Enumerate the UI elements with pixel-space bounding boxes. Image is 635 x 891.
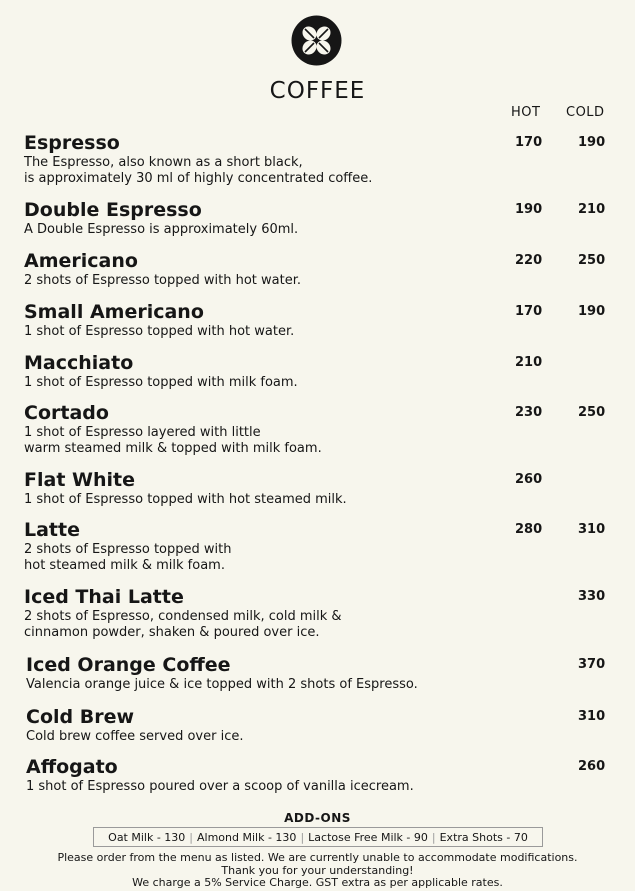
menu-item (26, 755, 616, 795)
item-name: Flat White (24, 469, 135, 491)
menu-item (26, 653, 616, 693)
hot-price: 230 (515, 405, 543, 420)
item-description: 2 shots of Espresso topped with (24, 542, 232, 557)
item-name: Cortado (24, 402, 109, 424)
footer-notes (0, 852, 635, 890)
item-description: The Espresso, also known as a short black, (24, 155, 303, 170)
menu-item (26, 705, 616, 745)
menu-item (24, 351, 614, 391)
cold-column-header: COLD (566, 105, 605, 120)
footer-line: Please order from the menu as listed. We are currently unable to accommodate modifications. (57, 851, 578, 864)
item-name: Espresso (24, 132, 120, 154)
footer-line: We charge a 5% Service Charge. GST extra as per applicable rates. (132, 876, 503, 889)
menu-item (24, 468, 614, 508)
item-name: Cold Brew (26, 706, 135, 728)
item-description: 1 shot of Espresso poured over a scoop of vanilla icecream. (26, 779, 414, 794)
item-description: warm steamed milk & topped with milk foam. (24, 441, 322, 456)
page-title: COFFEE (269, 78, 366, 104)
footer-line: Thank you for your understanding! (221, 863, 414, 877)
cold-price: 330 (578, 589, 606, 604)
item-name: Macchiato (24, 352, 134, 374)
clover-logo-icon (290, 14, 343, 67)
cold-price: 310 (578, 709, 606, 724)
hot-price: 170 (515, 135, 543, 150)
item-name: Small Americano (24, 301, 204, 323)
addon-item: Oat Milk - 130 (108, 830, 186, 844)
cold-price: 260 (578, 759, 606, 774)
hot-price: 210 (515, 355, 543, 370)
item-name: Iced Thai Latte (24, 586, 184, 608)
item-name: Americano (24, 250, 138, 272)
item-description: Cold brew coffee served over ice. (26, 729, 244, 744)
menu-item (24, 249, 614, 289)
item-description: A Double Espresso is approximately 60ml. (24, 222, 299, 237)
item-description: Valencia orange juice & ice topped with 2 shots of Espresso. (26, 677, 418, 692)
item-name: Iced Orange Coffee (26, 654, 231, 676)
hot-price: 260 (515, 472, 543, 487)
item-description: 1 shot of Espresso topped with milk foam. (24, 375, 298, 390)
menu-item (24, 131, 614, 187)
item-description: 2 shots of Espresso topped with hot water. (24, 273, 302, 288)
cold-price: 250 (578, 405, 606, 420)
addon-separator: | (189, 830, 194, 844)
cold-price: 190 (578, 304, 606, 319)
menu-item (24, 585, 614, 641)
addon-item: Lactose Free Milk - 90 (308, 830, 428, 844)
addons-title: ADD-ONS (284, 811, 351, 825)
item-description: is approximately 30 ml of highly concentrated coffee. (24, 171, 373, 186)
item-description: 1 shot of Espresso layered with little (24, 425, 261, 440)
item-name: Double Espresso (24, 199, 202, 221)
item-description: 1 shot of Espresso topped with hot steamed milk. (24, 492, 347, 507)
menu-item (24, 518, 614, 574)
hot-price: 170 (515, 304, 543, 319)
hot-column-header: HOT (511, 105, 541, 120)
cold-price: 250 (578, 253, 606, 268)
hot-price: 280 (515, 522, 543, 537)
addons-list (93, 827, 543, 847)
addon-item: Almond Milk - 130 (197, 830, 297, 844)
hot-price: 190 (515, 202, 543, 217)
item-name: Affogato (26, 756, 118, 778)
hot-price: 220 (515, 253, 543, 268)
cold-price: 370 (578, 657, 606, 672)
addon-separator: | (431, 830, 436, 844)
addon-item: Extra Shots - 70 (439, 830, 528, 844)
item-description: 2 shots of Espresso, condensed milk, cold milk & (24, 609, 342, 624)
item-name: Latte (24, 519, 80, 541)
cold-price: 190 (578, 135, 606, 150)
item-description: hot steamed milk & milk foam. (24, 558, 225, 573)
cold-price: 210 (578, 202, 606, 217)
menu-item (24, 198, 614, 238)
item-description: 1 shot of Espresso topped with hot water. (24, 324, 295, 339)
menu-item (24, 401, 614, 457)
cold-price: 310 (578, 522, 606, 537)
addon-separator: | (300, 830, 305, 844)
item-description: cinnamon powder, shaken & poured over ice. (24, 625, 320, 640)
menu-item (24, 300, 614, 340)
